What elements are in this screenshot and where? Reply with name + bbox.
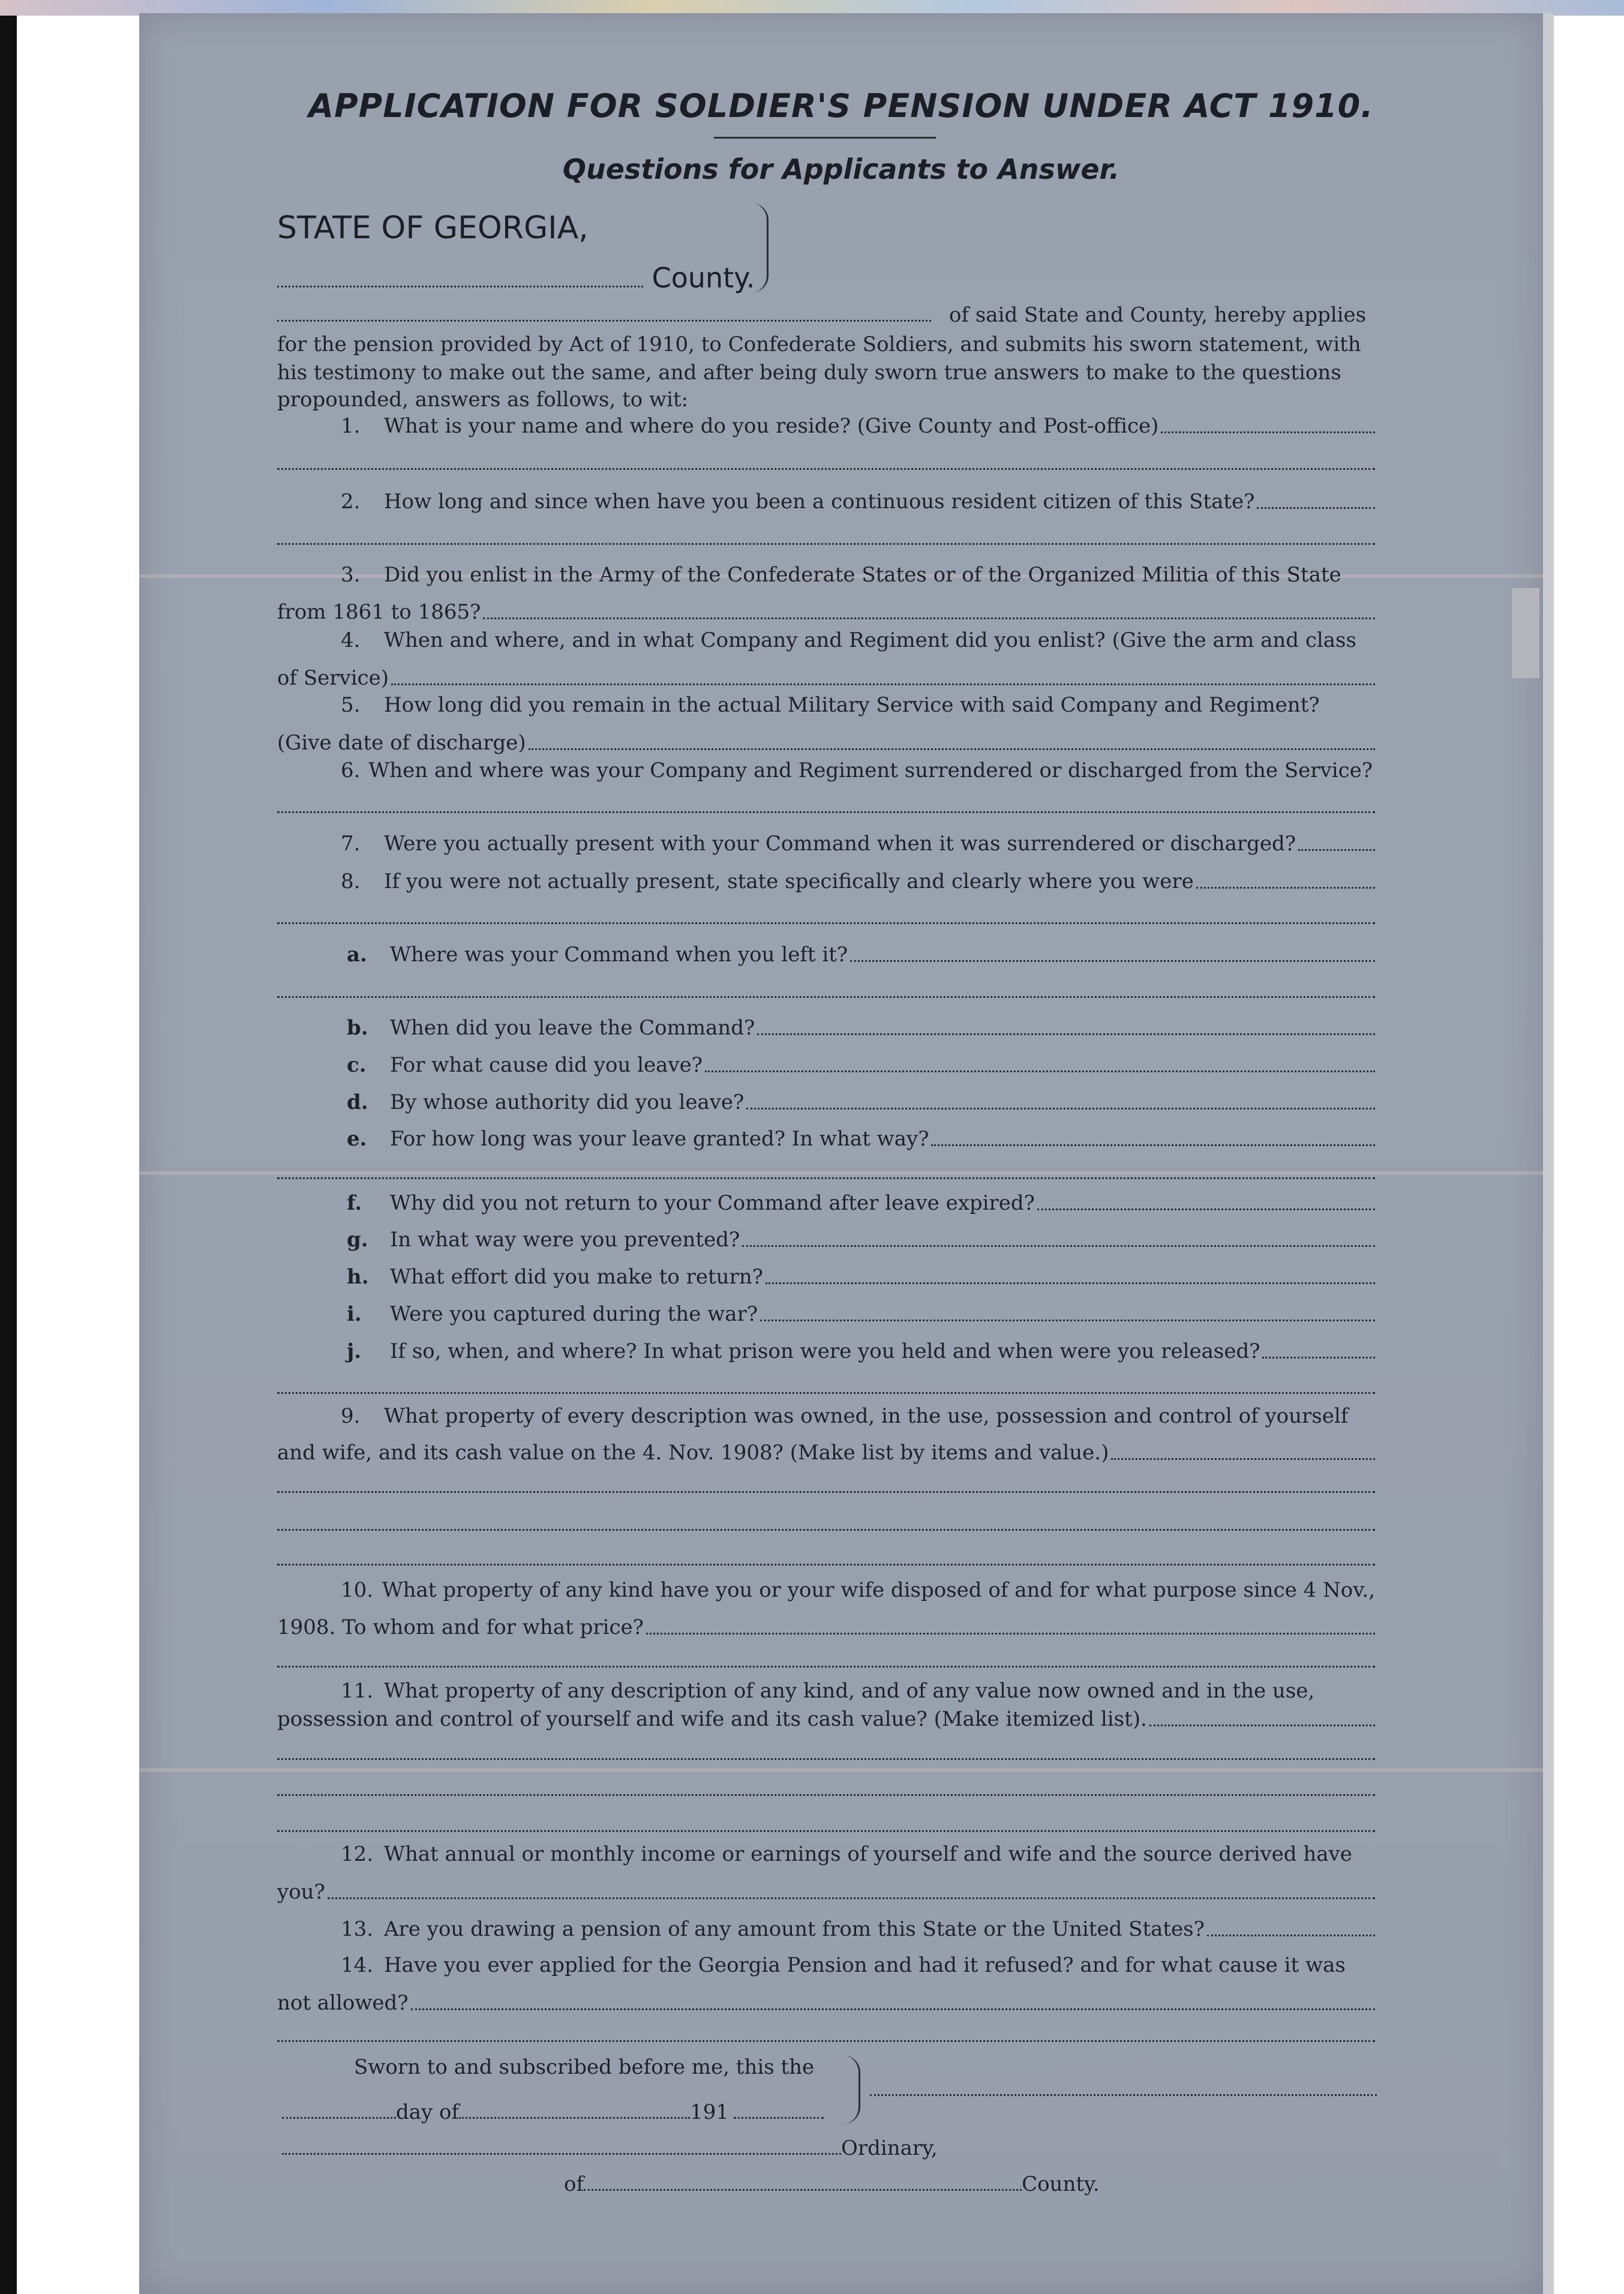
answer-blank[interactable] — [931, 1144, 1375, 1146]
question-text-cont: you? — [277, 1880, 325, 1904]
year-blank[interactable] — [734, 2117, 824, 2119]
question-3 — [341, 563, 1375, 587]
question-number: d. — [347, 1090, 368, 1114]
answer-line[interactable] — [277, 1392, 1375, 1394]
oath-bracket — [843, 2055, 860, 2124]
question-number: e. — [347, 1127, 367, 1151]
question-text-cont: of Service) — [277, 666, 389, 690]
question-number: g. — [347, 1228, 368, 1252]
answer-line[interactable] — [277, 1794, 1375, 1796]
answer-blank[interactable] — [742, 1245, 1375, 1247]
question-number: f. — [347, 1191, 362, 1215]
county-line — [277, 262, 755, 294]
county-label-2: County. — [1022, 2172, 1100, 2196]
question-continuation — [277, 1880, 1375, 1904]
question-continuation — [277, 600, 1375, 624]
question-number: 1. — [341, 414, 361, 438]
ordinary-county-blank[interactable] — [584, 2189, 1022, 2191]
question-5 — [341, 693, 1375, 717]
question-number: 14. — [341, 1953, 374, 1977]
question-number: 8. — [341, 869, 361, 893]
answer-line[interactable] — [277, 1564, 1375, 1566]
question-14 — [341, 1953, 1375, 1977]
question-e — [347, 1127, 1375, 1151]
day-blank[interactable] — [282, 2117, 396, 2119]
question-text: Are you drawing a pension of any amount from this State or the United States? — [384, 1917, 1205, 1941]
question-j — [347, 1339, 1375, 1363]
question-text: In what way were you prevented? — [390, 1228, 740, 1252]
question-number: 12. — [341, 1842, 374, 1866]
oath-date-line — [282, 2100, 824, 2124]
question-continuation — [277, 1441, 1375, 1465]
answer-blank[interactable] — [1207, 1935, 1375, 1936]
question-text: How long did you remain in the actual Military Service with said Company and Regiment? — [384, 693, 1320, 717]
ordinary-line — [282, 2136, 938, 2160]
paper-tab — [1512, 588, 1539, 678]
question-text-cont: possession and control of yourself and wife and its cash value? (Make itemized list). — [277, 1707, 1147, 1731]
question-text: When and where, and in what Company and Regiment did you enlist? (Give the arm and class — [384, 628, 1356, 652]
question-number: h. — [347, 1265, 369, 1289]
question-number: 10. — [341, 1578, 374, 1602]
answer-blank[interactable] — [746, 1108, 1375, 1109]
state-label: STATE OF GEORGIA, — [277, 210, 589, 246]
applicant-signature-line[interactable] — [870, 2094, 1377, 2096]
page-edge — [1543, 13, 1554, 2294]
question-text-cont: not allowed? — [277, 1991, 409, 2015]
month-blank[interactable] — [459, 2117, 690, 2119]
question-text: Were you actually present with your Command when it was surrendered or discharged? — [384, 832, 1296, 856]
preamble-text: of said State and County, hereby applies — [949, 303, 1367, 327]
question-text: How long and since when have you been a continuous resident citizen of this State? — [384, 490, 1255, 514]
question-text: For what cause did you leave? — [390, 1053, 703, 1077]
county-blank[interactable] — [277, 286, 643, 287]
answer-line[interactable] — [277, 811, 1375, 813]
applicant-name-blank[interactable] — [277, 320, 931, 322]
answer-blank[interactable] — [1037, 1209, 1375, 1210]
answer-blank[interactable] — [328, 1897, 1375, 1899]
answer-line[interactable] — [277, 543, 1375, 545]
question-number: a. — [347, 943, 367, 967]
answer-blank[interactable] — [1196, 887, 1375, 889]
question-f — [347, 1191, 1375, 1215]
question-text: Have you ever applied for the Georgia Pension and had it refused? and for what cause it was — [384, 1953, 1346, 1977]
question-number: 11. — [341, 1679, 374, 1703]
answer-blank[interactable] — [529, 748, 1375, 750]
answer-blank[interactable] — [1257, 507, 1375, 509]
answer-line[interactable] — [277, 1666, 1375, 1668]
preamble-line4: propounded, answers as follows, to wit: — [277, 388, 689, 412]
question-6 — [341, 758, 1375, 782]
answer-blank[interactable] — [850, 960, 1375, 962]
question-number: c. — [347, 1053, 367, 1077]
question-a — [347, 943, 1375, 967]
question-h — [347, 1265, 1375, 1289]
of-label: of — [564, 2172, 584, 2196]
question-text: What property of any kind have you or your wife disposed of and for what purpose since 4 Nov., — [382, 1578, 1375, 1602]
question-d — [347, 1090, 1375, 1114]
question-number: 9. — [341, 1404, 361, 1428]
question-text-cont: 1908. To whom and for what price? — [277, 1615, 644, 1639]
bracket — [751, 203, 769, 293]
preamble-line3: his testimony to make out the same, and after being duly sworn true answers to make to the questions — [277, 361, 1341, 385]
question-number: i. — [347, 1302, 362, 1326]
ordinary-signature-blank[interactable] — [282, 2153, 841, 2155]
question-b — [347, 1016, 1375, 1040]
question-number: 7. — [341, 832, 361, 856]
answer-line[interactable] — [277, 1177, 1375, 1179]
answer-blank[interactable] — [1262, 1357, 1375, 1359]
fold-line — [139, 1171, 1543, 1175]
answer-line[interactable] — [277, 468, 1375, 470]
question-text: What annual or monthly income or earnings of yourself and wife and the source derived have — [384, 1842, 1352, 1866]
answer-blank[interactable] — [391, 683, 1375, 685]
question-8 — [341, 869, 1375, 893]
answer-blank[interactable] — [1111, 1458, 1375, 1460]
question-continuation — [277, 666, 1375, 690]
question-text: What property of every description was owned, in the use, possession and control of yourself — [384, 1404, 1349, 1428]
question-9 — [341, 1404, 1375, 1428]
question-number: b. — [347, 1016, 368, 1040]
question-text: Were you captured during the war? — [390, 1302, 758, 1326]
answer-blank[interactable] — [646, 1633, 1375, 1635]
question-text-cont: from 1861 to 1865? — [277, 600, 481, 624]
answer-blank[interactable] — [483, 617, 1375, 619]
question-continuation — [277, 731, 1375, 755]
question-text: Why did you not return to your Command after leave expired? — [390, 1191, 1035, 1215]
answer-blank[interactable] — [760, 1320, 1375, 1321]
question-g — [347, 1228, 1375, 1252]
form-subtitle: Questions for Applicants to Answer. — [562, 153, 1120, 185]
ordinary-label: Ordinary, — [841, 2136, 938, 2160]
question-text: Did you enlist in the Army of the Confederate States or of the Organized Militia of this State — [384, 563, 1341, 587]
question-text-cont: and wife, and its cash value on the 4. Nov. 1908? (Make list by items and value.) — [277, 1441, 1109, 1465]
answer-line[interactable] — [277, 1758, 1375, 1760]
question-text: What effort did you make to return? — [390, 1265, 763, 1289]
question-i — [347, 1302, 1375, 1326]
answer-blank[interactable] — [757, 1033, 1375, 1035]
answer-line[interactable] — [277, 922, 1375, 924]
title-divider — [714, 137, 936, 139]
question-continuation — [277, 1991, 1375, 2015]
question-c — [347, 1053, 1375, 1077]
question-2 — [341, 490, 1375, 514]
answer-line[interactable] — [277, 1830, 1375, 1832]
question-text: If so, when, and where? In what prison were you held and when were you released? — [390, 1339, 1260, 1363]
question-number: j. — [347, 1339, 362, 1363]
question-7 — [341, 832, 1375, 856]
question-text: Where was your Command when you left it? — [390, 943, 848, 967]
question-number: 2. — [341, 490, 361, 514]
answer-blank[interactable] — [1298, 849, 1375, 851]
question-text: If you were not actually present, state specifically and clearly where you were — [384, 869, 1194, 893]
question-text: What is your name and where do you reside? (Give County and Post-office) — [384, 414, 1159, 438]
year-prefix: 191 — [690, 2100, 730, 2124]
question-number: 5. — [341, 693, 361, 717]
answer-blank[interactable] — [1161, 431, 1375, 433]
question-13 — [341, 1917, 1375, 1941]
answer-line[interactable] — [277, 1529, 1375, 1531]
question-12 — [341, 1842, 1375, 1866]
answer-line[interactable] — [277, 1491, 1375, 1493]
question-4 — [341, 628, 1375, 652]
question-number: 6. — [341, 758, 361, 782]
question-text-cont: (Give date of discharge) — [277, 731, 526, 755]
answer-line[interactable] — [277, 996, 1375, 998]
fold-line — [139, 1768, 1543, 1772]
ordinary-county-line — [564, 2172, 1100, 2196]
form-title: APPLICATION FOR SOLDIER'S PENSION UNDER ACT 1910. — [308, 87, 1374, 125]
county-label: County. — [652, 262, 755, 294]
question-10 — [341, 1578, 1375, 1602]
question-continuation — [277, 1707, 1375, 1731]
binder-edge — [0, 16, 17, 2294]
question-1 — [341, 414, 1375, 438]
question-text: When did you leave the Command? — [390, 1016, 755, 1040]
question-text: What property of any description of any kind, and of any value now owned and in the use, — [384, 1679, 1315, 1703]
question-11 — [341, 1679, 1375, 1703]
question-number: 4. — [341, 628, 361, 652]
answer-line[interactable] — [277, 2040, 1375, 2042]
oath-sworn: Sworn to and subscribed before me, this the — [354, 2055, 815, 2079]
answer-blank[interactable] — [766, 1282, 1375, 1284]
preamble-line1 — [277, 303, 1375, 327]
question-number: 3. — [341, 563, 361, 587]
day-of-label: day of — [396, 2100, 460, 2124]
question-text: For how long was your leave granted? In what way? — [390, 1127, 929, 1151]
question-number: 13. — [341, 1917, 374, 1941]
question-continuation — [277, 1615, 1375, 1639]
question-text: By whose authority did you leave? — [390, 1090, 745, 1114]
answer-blank[interactable] — [705, 1070, 1375, 1072]
question-text: When and where was your Company and Regiment surrendered or discharged from the Service? — [368, 758, 1373, 782]
preamble-line2: for the pension provided by Act of 1910, to Confederate Soldiers, and submits his sworn statement, with — [277, 332, 1361, 356]
answer-blank[interactable] — [411, 2008, 1375, 2010]
answer-blank[interactable] — [1149, 1725, 1375, 1726]
